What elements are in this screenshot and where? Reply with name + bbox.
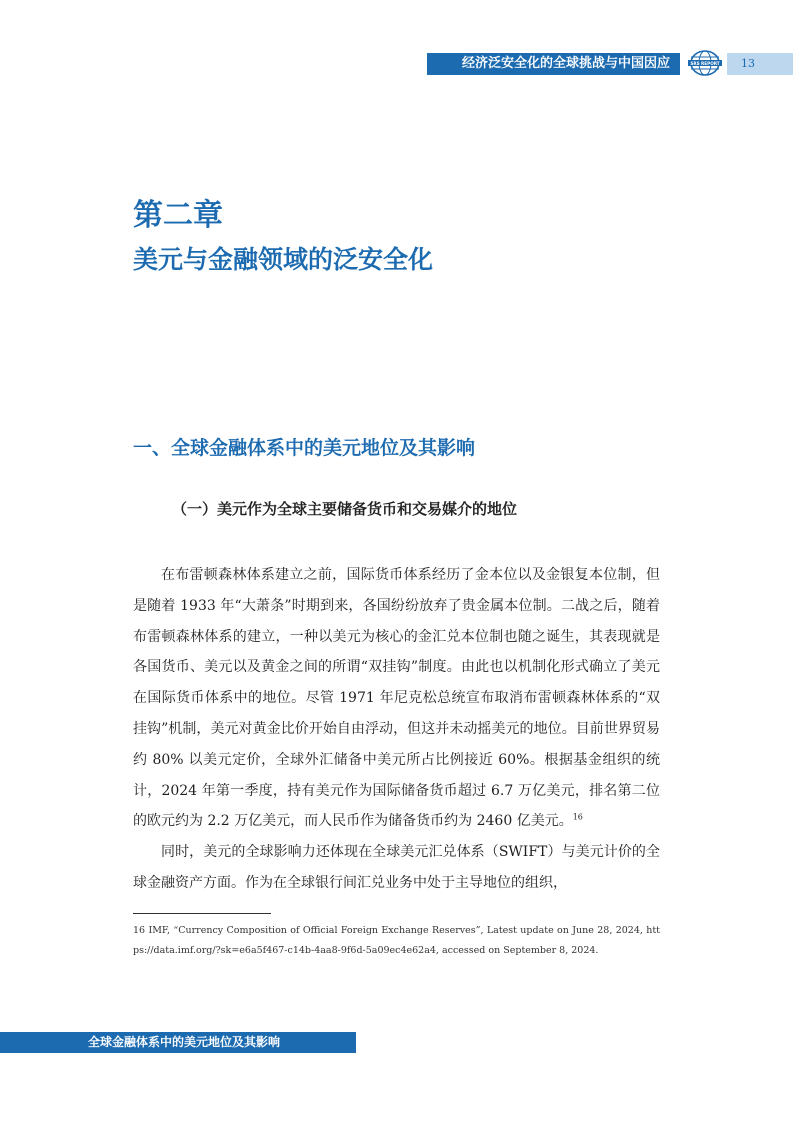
globe-logo-icon bbox=[687, 48, 723, 78]
footnote-ref[interactable]: 16 bbox=[572, 812, 583, 822]
body-text bbox=[133, 560, 660, 899]
footnote-divider bbox=[133, 913, 271, 914]
chapter-title: 美元与金融领域的泛安全化 bbox=[133, 245, 434, 274]
footer-section-label: 全球金融体系中的美元地位及其影响 bbox=[0, 1032, 356, 1053]
chapter-number: 第二章 bbox=[133, 198, 223, 233]
footnote: 16 IMF, “Currency Composition of Official Foreign Exchange Reserves”, Latest update on June 28, 2024, https://data.imf.org/?sk=e6a5f467-c14b-4aa8-9f6d-5a09ec4e62a4, accessed on September 8, 2024. bbox=[133, 925, 660, 956]
subsection-title: （一）美元作为全球主要储备货币和交易媒介的地位 bbox=[172, 500, 518, 518]
paragraph-text: 在布雷顿森林体系建立之前，国际货币体系经历了金本位以及金银复本位制，但是随着 1933 年“大萧条”时期到来，各国纷纷放弃了贵金属本位制。二战之后，随着布雷顿森林体系的建立，一种以美元为核心的金汇兑本位制也随之诞生，其表现就是各国货币、美元以及黄金之间的所谓“双挂钩”制度。由此也以机制化形式确立了美元在国际货币体系中的地位。尽管 1971 年尼克松总统宣布取消布雷顿森林体系的“双挂钩”机制，美元对黄金比价开始自由浮动，但这并未动摇美元的地位。目前世界贸易约 80% 以美元定价，全球外汇储备中美元所占比例接近 60%。根据基金组织的统计，2024 年第一季度，持有美元作为国际储备货币超过 6.7 万亿美元，排名第二位的欧元约为 2.2 万亿美元，而人民币作为储备货币约为 2460 亿美元。 bbox=[133, 567, 660, 830]
section-title: 一、全球金融体系中的美元地位及其影响 bbox=[133, 437, 476, 459]
header-report-title: 经济泛安全化的全球挑战与中国因应 bbox=[427, 53, 680, 75]
logo-text: SRS REPORT bbox=[690, 60, 720, 66]
paragraph: 同时，美元的全球影响力还体现在全球美元汇兑体系（SWIFT）与美元计价的全球金融资产方面。作为在全球银行间汇兑业务中处于主导地位的组织， bbox=[133, 844, 660, 891]
page-number: 13 bbox=[727, 53, 793, 75]
paragraph bbox=[133, 560, 660, 837]
